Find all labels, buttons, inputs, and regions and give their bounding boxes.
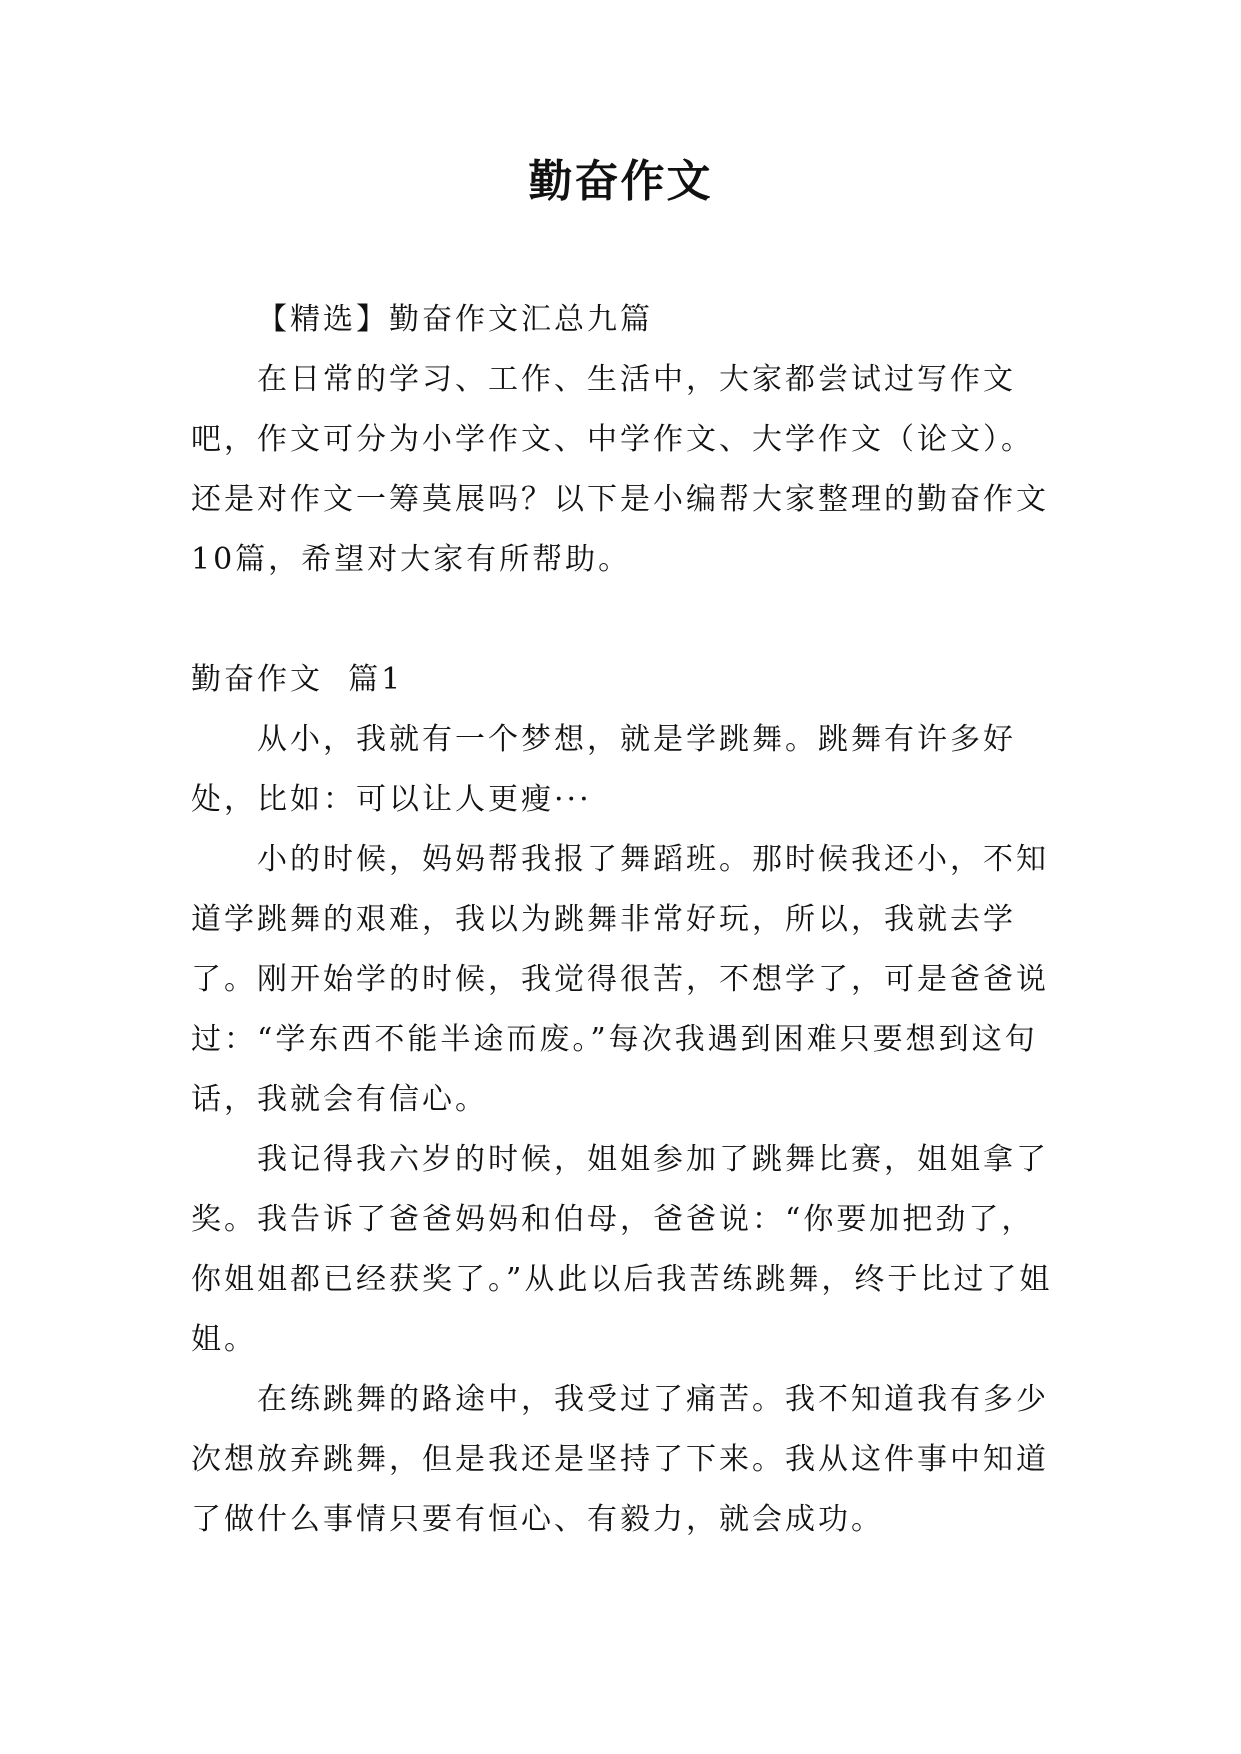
body-paragraph: 我记得我六岁的时候，姐姐参加了跳舞比赛，姐姐拿了奖。我告诉了爸爸妈妈和伯母，爸爸说：“你要加把劲了，你姐姐都已经获奖了。”从此以后我苦练跳舞，终于比过了姐姐。 bbox=[191, 1142, 1053, 1357]
document-body bbox=[191, 290, 1061, 1550]
intro-paragraph: 在日常的学习、工作、生活中，大家都尝试过写作文吧，作文可分为小学作文、中学作文、大学作文（论文）。还是对作文一筹莫展吗？以下是小编帮大家整理的勤奋作文10篇，希望对大家有所帮助。 bbox=[191, 362, 1049, 577]
body-paragraph: 从小，我就有一个梦想，就是学跳舞。跳舞有许多好处，比如：可以让人更瘦··· bbox=[191, 722, 1016, 817]
section-heading: 勤奋作文 篇1 bbox=[191, 662, 404, 697]
document-subtitle: 【精选】勤奋作文汇总九篇 bbox=[257, 302, 653, 337]
body-paragraph: 在练跳舞的路途中，我受过了痛苦。我不知道我有多少次想放弃跳舞，但是我还是坚持了下来。我从这件事中知道了做什么事情只要有恒心、有毅力，就会成功。 bbox=[191, 1382, 1049, 1537]
body-paragraph: 小的时候，妈妈帮我报了舞蹈班。那时候我还小，不知道学跳舞的艰难，我以为跳舞非常好玩，所以，我就去学了。刚开始学的时候，我觉得很苦，不想学了，可是爸爸说过：“学东西不能半途而废。”每次我遇到困难只要想到这句话，我就会有信心。 bbox=[191, 842, 1049, 1117]
document-title: 勤奋作文 bbox=[528, 156, 713, 207]
